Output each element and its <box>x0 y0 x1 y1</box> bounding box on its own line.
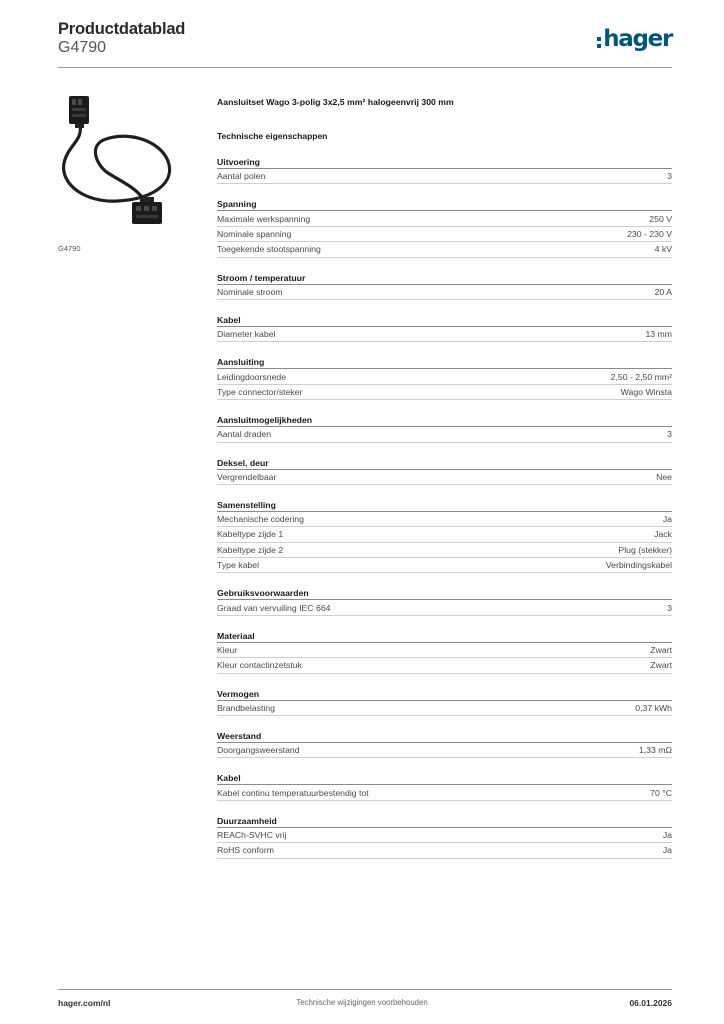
spec-row <box>217 227 672 242</box>
spec-label: REACh-SVHC vrij <box>217 830 287 840</box>
spec-row <box>217 743 672 758</box>
spec-value: Wago Winsta <box>620 386 672 397</box>
product-photo <box>58 93 201 236</box>
spec-group-title: Gebruiksvoorwaarden <box>217 587 672 600</box>
spec-label: Kleur contactinzetstuk <box>217 660 302 671</box>
spec-value: 4 kV <box>654 244 672 255</box>
spec-group-title: Weerstand <box>217 730 672 743</box>
spec-group-title: Deksel, deur <box>217 457 672 470</box>
spec-group <box>217 272 672 300</box>
product-code: G4790 <box>58 39 107 56</box>
spec-row <box>217 512 672 527</box>
spec-value: 1,33 mΩ <box>638 745 672 756</box>
spec-label: Kleur <box>217 645 238 656</box>
spec-value: Ja <box>662 514 672 525</box>
spec-value: 250 V <box>649 213 672 224</box>
spec-group-title: Samenstelling <box>217 499 672 512</box>
spec-group-title: Kabel <box>217 772 672 785</box>
connector-plug-icon <box>132 197 162 224</box>
spec-group <box>217 499 672 574</box>
spec-value: 3 <box>667 171 672 182</box>
spec-label: Type connector/steker <box>217 386 303 397</box>
spec-value: 3 <box>667 602 672 613</box>
spec-group <box>217 688 672 716</box>
spec-group <box>217 156 672 184</box>
spec-label: Brandbelasting <box>217 702 275 713</box>
spec-group <box>217 772 672 800</box>
connector-jack-icon <box>69 96 89 128</box>
spec-value: Verbindingskabel <box>605 560 672 571</box>
spec-row <box>217 558 672 573</box>
spec-group <box>217 414 672 442</box>
spec-label: Kabeltype zijde 1 <box>217 529 284 540</box>
spec-value: 0,37 kWh <box>635 702 672 713</box>
spec-label: Vergrendelbaar <box>217 471 277 482</box>
spec-label: Aantal polen <box>217 171 266 182</box>
spec-row <box>217 327 672 342</box>
spec-row <box>217 369 672 384</box>
spec-group-title: Materiaal <box>217 630 672 643</box>
product-title: Aansluitset Wago 3-polig 3x2,5 mm² halogeenvrij 300 mm <box>217 97 454 107</box>
spec-label: Nominale stroom <box>217 286 283 297</box>
spec-group <box>217 815 672 859</box>
footer-website: hager.com/nl <box>58 998 111 1008</box>
spec-label: Maximale werkspanning <box>217 213 311 224</box>
header-divider <box>58 67 672 68</box>
spec-row <box>217 701 672 716</box>
spec-label: Graad van vervuiling IEC 664 <box>217 602 331 613</box>
spec-row <box>217 785 672 800</box>
spec-value: Jack <box>654 529 672 540</box>
footer-disclaimer: Technische wijzigingen voorbehouden <box>296 998 428 1007</box>
hager-logo <box>597 28 672 51</box>
spec-label: Doorgangsweerstand <box>217 745 300 756</box>
spec-row <box>217 285 672 300</box>
spec-label: Toegekende stootspanning <box>217 244 321 255</box>
logo-wordmark: hager <box>603 26 672 52</box>
spec-label: Aantal draden <box>217 429 272 440</box>
spec-group <box>217 314 672 342</box>
spec-row <box>217 527 672 542</box>
spec-value: 70 °C <box>650 787 672 798</box>
spec-value: Nee <box>656 471 672 482</box>
spec-label: Type kabel <box>217 560 260 571</box>
spec-label: Mechanische codering <box>217 514 304 525</box>
spec-label: Diameter kabel <box>217 329 276 340</box>
spec-group-title: Stroom / temperatuur <box>217 272 672 285</box>
spec-value: Zwart <box>650 645 672 656</box>
spec-group-title: Spanning <box>217 198 672 211</box>
spec-row <box>217 169 672 184</box>
spec-value: 20 A <box>654 286 672 297</box>
spec-value: Zwart <box>650 660 672 671</box>
spec-row <box>217 543 672 558</box>
spec-row <box>217 470 672 485</box>
spec-label: RoHS conform <box>217 845 274 856</box>
footer-date: 06.01.2026 <box>629 998 672 1008</box>
spec-group <box>217 457 672 485</box>
spec-row <box>217 600 672 615</box>
spec-group <box>217 198 672 257</box>
spec-group-title: Duurzaamheid <box>217 815 672 828</box>
spec-value: 3 <box>667 429 672 440</box>
spec-row <box>217 643 672 658</box>
spec-group <box>217 356 672 400</box>
spec-row <box>217 242 672 257</box>
spec-group <box>217 730 672 758</box>
section-heading: Technische eigenschappen <box>217 131 328 141</box>
spec-value: Ja <box>662 830 672 840</box>
spec-label: Kabel continu temperatuurbestendig tot <box>217 787 369 798</box>
spec-row <box>217 658 672 673</box>
spec-row <box>217 385 672 400</box>
photo-caption: G4790 <box>58 244 81 253</box>
spec-label: Leidingdoorsnede <box>217 371 287 382</box>
spec-group <box>217 587 672 615</box>
spec-row <box>217 427 672 442</box>
spec-row <box>217 828 672 843</box>
spec-value: Plug (stekker) <box>618 544 672 555</box>
spec-row <box>217 211 672 226</box>
spec-value: 13 mm <box>645 329 672 340</box>
spec-sheet <box>217 95 672 859</box>
spec-group-title: Uitvoering <box>217 156 672 169</box>
footer-divider <box>58 989 672 990</box>
spec-value: 230 - 230 V <box>627 228 672 239</box>
spec-group-title: Kabel <box>217 314 672 327</box>
page-title: Productdatablad <box>58 20 186 38</box>
spec-group-title: Vermogen <box>217 688 672 701</box>
spec-row <box>217 843 672 858</box>
spec-group-title: Aansluitmogelijkheden <box>217 414 672 427</box>
spec-group <box>217 630 672 674</box>
spec-group-title: Aansluiting <box>217 356 672 369</box>
spec-groups <box>217 156 672 859</box>
spec-value: 2,50 - 2,50 mm² <box>610 371 672 382</box>
spec-value: Ja <box>662 845 672 856</box>
logo-colon-icon <box>597 37 601 48</box>
spec-label: Kabeltype zijde 2 <box>217 544 284 555</box>
spec-label: Nominale spanning <box>217 228 292 239</box>
